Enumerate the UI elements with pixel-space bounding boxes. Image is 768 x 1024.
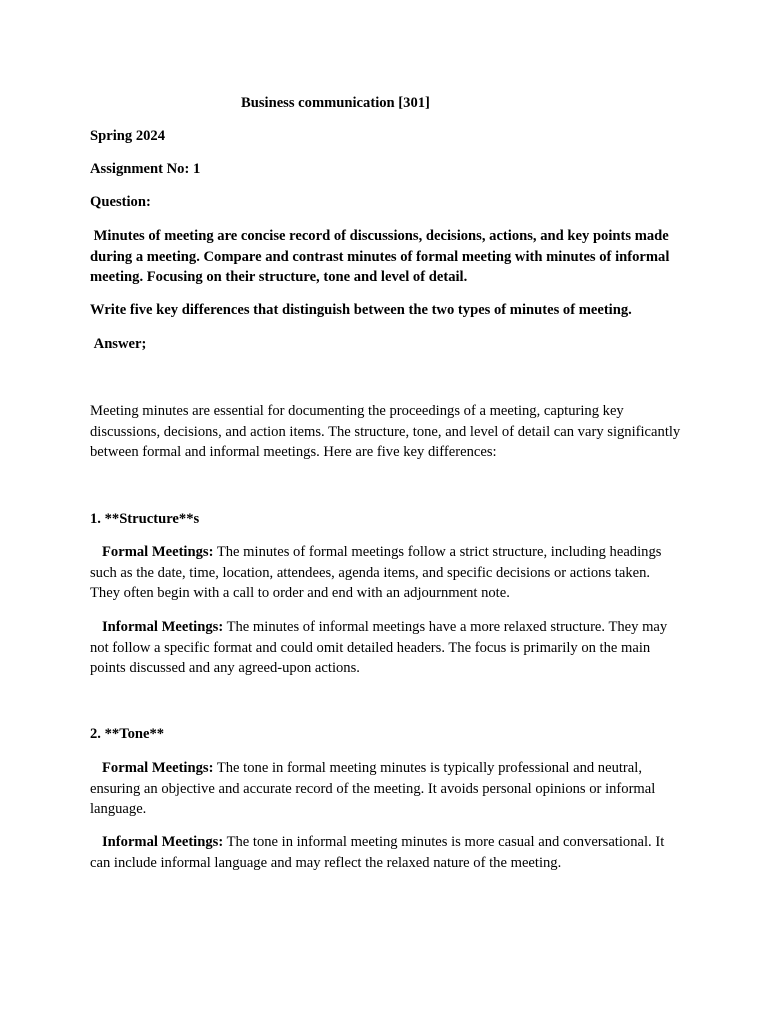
question-label: Question: — [90, 194, 151, 210]
informal-meetings-text: The minutes of informal meetings have a more relaxed structure. They may not follow a specific format and could omit detailed headers. The focus is primarily on the main points discussed and any agreed-upon actions. — [90, 619, 668, 676]
structure-formal-paragraph — [90, 542, 682, 604]
section-heading-structure: 1. **Structure**s — [90, 511, 200, 527]
assignment-label: Assignment No: 1 — [90, 161, 201, 177]
semester-label: Spring 2024 — [90, 128, 166, 144]
formal-meetings-label: Formal Meetings: — [102, 544, 214, 560]
course-title: Business communication [301] — [241, 95, 430, 111]
informal-meetings-label: Informal Meetings: — [102, 619, 224, 635]
answer-label: Answer; — [90, 336, 147, 352]
tone-informal-paragraph — [90, 832, 682, 873]
formal-meetings-text: The tone in formal meeting minutes is typically professional and neutral, ensuring an objective and accurate record of the meeting. It avoids personal opinions or informal language. — [90, 760, 656, 817]
section-heading-tone: 2. **Tone** — [90, 726, 165, 742]
informal-meetings-label: Informal Meetings: — [102, 834, 224, 850]
structure-informal-paragraph — [90, 617, 682, 679]
tone-formal-paragraph — [90, 758, 682, 820]
question-instruction: Write five key differences that distinguish between the two types of minutes of meeting. — [90, 302, 632, 318]
question-text: Minutes of meeting are concise record of discussions, decisions, actions, and key points made during a meeting. Compare and contrast minutes of formal meeting with minutes of informal meeting. Focusing on their structure, tone and level of detail. — [90, 228, 674, 285]
intro-paragraph: Meeting minutes are essential for documenting the proceedings of a meeting, capturing key discussions, decisions, and action items. The structure, tone, and level of detail can vary significantly between formal and informal meetings. Here are five key differences: — [90, 403, 681, 460]
informal-meetings-text: The tone in informal meeting minutes is more casual and conversational. It can include informal language and may reflect the relaxed nature of the meeting. — [90, 834, 665, 871]
formal-meetings-label: Formal Meetings: — [102, 760, 214, 776]
formal-meetings-text: The minutes of formal meetings follow a strict structure, including headings such as the date, time, location, attendees, agenda items, and specific decisions or actions taken. They often begin with a call to order and end with an adjournment note. — [90, 544, 662, 601]
